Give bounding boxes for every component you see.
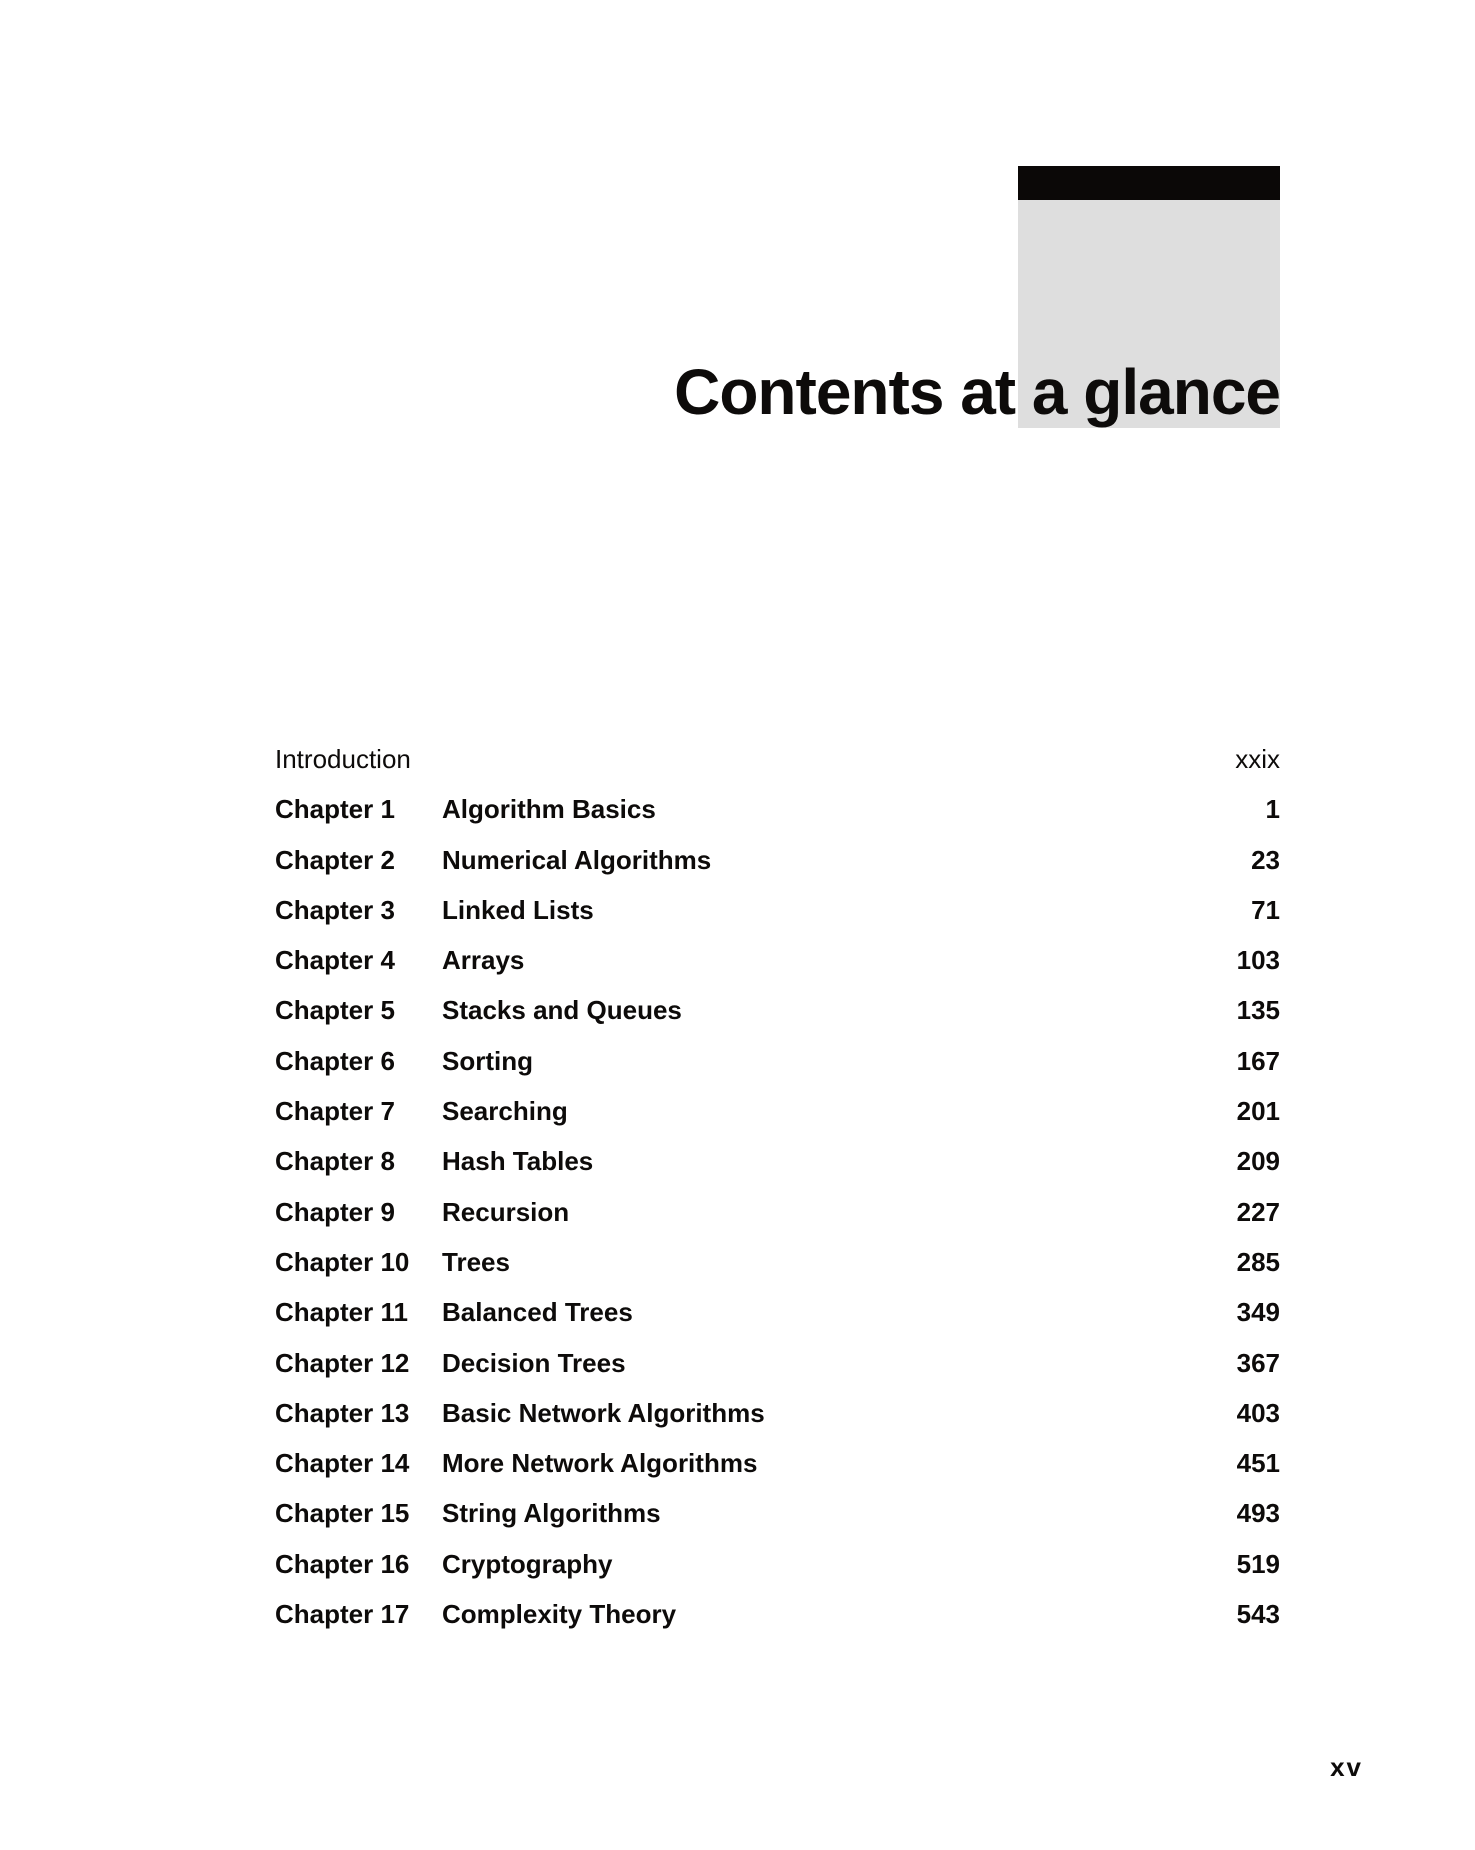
toc-chapter-page: 103 bbox=[1236, 945, 1280, 976]
toc-chapter-page: 227 bbox=[1236, 1196, 1280, 1227]
toc-chapter-page: 135 bbox=[1236, 995, 1280, 1026]
toc-chapter-label: Chapter 4 bbox=[275, 945, 395, 976]
toc-chapter-title: Searching bbox=[442, 1096, 568, 1127]
toc-introduction-label: Introduction bbox=[275, 744, 411, 774]
toc-chapter-label: Chapter 3 bbox=[275, 894, 395, 925]
toc-chapter-label: Chapter 16 bbox=[275, 1548, 410, 1579]
toc-chapter-page: 201 bbox=[1236, 1096, 1280, 1127]
toc-chapter-label: Chapter 8 bbox=[275, 1146, 395, 1177]
chapter-list bbox=[275, 784, 1280, 1639]
toc-row-chapter-14[interactable] bbox=[275, 1438, 1280, 1488]
toc-chapter-page: 493 bbox=[1236, 1498, 1280, 1529]
toc-chapter-label: Chapter 11 bbox=[275, 1297, 408, 1328]
toc-chapter-title: Arrays bbox=[442, 945, 525, 976]
toc-chapter-label: Chapter 5 bbox=[275, 995, 395, 1026]
toc-row-chapter-1[interactable] bbox=[275, 784, 1280, 834]
toc-chapter-label: Chapter 10 bbox=[275, 1246, 410, 1277]
toc-chapter-page: 1 bbox=[1265, 794, 1280, 825]
toc-chapter-label: Chapter 17 bbox=[275, 1599, 410, 1630]
page-number: xv bbox=[1330, 1752, 1363, 1782]
toc-chapter-page: 519 bbox=[1236, 1548, 1280, 1579]
toc-chapter-title: Cryptography bbox=[442, 1548, 613, 1579]
toc-chapter-label: Chapter 9 bbox=[275, 1196, 395, 1227]
toc-chapter-title: Basic Network Algorithms bbox=[442, 1397, 765, 1428]
toc-chapter-label: Chapter 15 bbox=[275, 1498, 410, 1529]
toc-chapter-title: Trees bbox=[442, 1246, 510, 1277]
toc-row-chapter-7[interactable] bbox=[275, 1086, 1280, 1136]
toc-row-chapter-11[interactable] bbox=[275, 1287, 1280, 1337]
toc-chapter-page: 367 bbox=[1236, 1347, 1280, 1378]
toc-row-chapter-15[interactable] bbox=[275, 1488, 1280, 1538]
page-title: Contents at a glance bbox=[674, 356, 1280, 428]
toc-chapter-page: 451 bbox=[1236, 1448, 1280, 1479]
toc-chapter-label: Chapter 14 bbox=[275, 1448, 410, 1479]
toc-chapter-page: 349 bbox=[1236, 1297, 1280, 1328]
toc-chapter-label: Chapter 1 bbox=[275, 794, 395, 825]
toc-chapter-page: 23 bbox=[1251, 844, 1280, 875]
table-of-contents bbox=[275, 734, 1280, 1639]
toc-chapter-title: Linked Lists bbox=[442, 894, 594, 925]
toc-chapter-page: 403 bbox=[1236, 1397, 1280, 1428]
header-black-bar bbox=[1018, 166, 1280, 200]
toc-row-chapter-10[interactable] bbox=[275, 1237, 1280, 1287]
toc-chapter-title: More Network Algorithms bbox=[442, 1448, 758, 1479]
toc-row-chapter-9[interactable] bbox=[275, 1187, 1280, 1237]
toc-chapter-page: 543 bbox=[1236, 1599, 1280, 1630]
toc-chapter-title: Stacks and Queues bbox=[442, 995, 682, 1026]
toc-chapter-title: Hash Tables bbox=[442, 1146, 594, 1177]
toc-chapter-label: Chapter 2 bbox=[275, 844, 395, 875]
toc-row-chapter-13[interactable] bbox=[275, 1388, 1280, 1438]
toc-chapter-title: String Algorithms bbox=[442, 1498, 661, 1529]
toc-row-chapter-3[interactable] bbox=[275, 885, 1280, 935]
toc-row-introduction[interactable] bbox=[275, 734, 1280, 784]
toc-chapter-page: 167 bbox=[1236, 1045, 1280, 1076]
toc-row-chapter-4[interactable] bbox=[275, 935, 1280, 985]
toc-chapter-label: Chapter 13 bbox=[275, 1397, 410, 1428]
toc-row-chapter-5[interactable] bbox=[275, 985, 1280, 1035]
toc-introduction-page: xxix bbox=[1235, 744, 1280, 774]
toc-chapter-label: Chapter 7 bbox=[275, 1096, 395, 1127]
toc-chapter-page: 209 bbox=[1236, 1146, 1280, 1177]
toc-chapter-title: Numerical Algorithms bbox=[442, 844, 712, 875]
toc-chapter-page: 71 bbox=[1251, 894, 1280, 925]
toc-chapter-label: Chapter 12 bbox=[275, 1347, 410, 1378]
toc-chapter-page: 285 bbox=[1236, 1246, 1280, 1277]
toc-row-chapter-8[interactable] bbox=[275, 1136, 1280, 1186]
toc-row-chapter-16[interactable] bbox=[275, 1539, 1280, 1589]
toc-row-chapter-17[interactable] bbox=[275, 1589, 1280, 1639]
toc-row-chapter-2[interactable] bbox=[275, 835, 1280, 885]
toc-row-chapter-12[interactable] bbox=[275, 1338, 1280, 1388]
toc-chapter-title: Recursion bbox=[442, 1196, 570, 1227]
toc-chapter-title: Balanced Trees bbox=[442, 1297, 633, 1328]
toc-chapter-title: Sorting bbox=[442, 1045, 533, 1076]
toc-row-chapter-6[interactable] bbox=[275, 1036, 1280, 1086]
toc-chapter-title: Algorithm Basics bbox=[442, 794, 656, 825]
toc-chapter-label: Chapter 6 bbox=[275, 1045, 395, 1076]
toc-chapter-title: Decision Trees bbox=[442, 1347, 626, 1378]
toc-chapter-title: Complexity Theory bbox=[442, 1599, 677, 1630]
